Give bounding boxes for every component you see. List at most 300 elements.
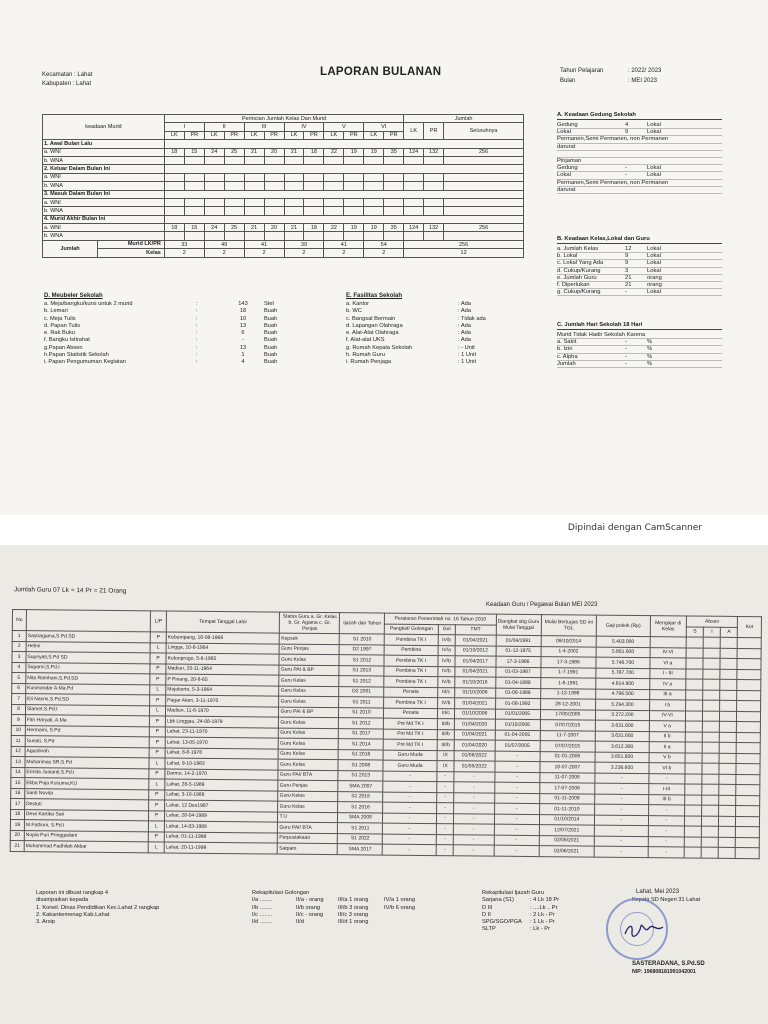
- guru-cell: III b: [648, 794, 684, 805]
- fasilitas-item-part: i. Rumah Penjaga: [346, 359, 392, 366]
- col-status: Status Guru a. Gr. Kelas b. Gr. Agama c. Gr. Penjas: [280, 612, 340, 634]
- meubeler-item-part: b. Lemari: [44, 308, 68, 315]
- guru-empty-cell: [685, 784, 702, 795]
- guru-cell: 01-12-1975: [496, 646, 541, 657]
- guru-cell: -: [383, 802, 437, 813]
- distribution-line: disampaikan kepada: [36, 897, 89, 904]
- kelas-guru-line-part: 3: [625, 267, 629, 274]
- guru-cell: P Pinang, 20-8-65: [166, 674, 280, 686]
- gedung-line-part: Gedung: [557, 165, 578, 172]
- guru-cell: Ermita Junianti,S.Pd.I: [25, 767, 149, 779]
- guru-empty-cell: [719, 753, 736, 764]
- guru-cell: Satpam: [278, 843, 338, 854]
- guru-cell: IX: [437, 750, 454, 761]
- guru-cell: 8: [11, 704, 25, 715]
- pr-total-header: PR: [424, 123, 444, 140]
- guru-cell: -: [595, 815, 649, 826]
- murid-count-cell: 22: [324, 224, 344, 232]
- guru-empty-cell: [701, 837, 718, 848]
- fasilitas-section: [346, 293, 536, 367]
- kelas-guru-line-part: f. Diperlukan: [557, 281, 590, 288]
- guru-cell: -: [494, 814, 539, 825]
- meubeler-item-part: 18: [239, 308, 247, 315]
- guru-cell: -: [436, 845, 453, 856]
- guru-empty-cell: [737, 658, 761, 669]
- fasilitas-item: [346, 330, 536, 337]
- ijazah-line: [482, 912, 602, 919]
- col-absen-a: A: [720, 627, 737, 638]
- guru-cell: IV/b: [438, 666, 455, 677]
- guru-cell: 01/04/1991: [496, 635, 541, 646]
- guru-cell: 12: [11, 746, 25, 757]
- guru-cell: -: [495, 751, 540, 762]
- kelas-guru-line-part: 9: [625, 260, 629, 267]
- guru-cell: 17-3-1986: [496, 656, 541, 667]
- gedung-section: [557, 112, 722, 194]
- golongan-line: [252, 905, 452, 912]
- guru-empty-cell: [737, 690, 761, 701]
- guru-empty-cell: [719, 763, 736, 774]
- ijazah-line: [482, 897, 602, 904]
- guru-cell: -: [453, 824, 494, 835]
- lk-header: LK: [164, 131, 184, 139]
- guru-cell: 01/10/2006: [455, 687, 496, 698]
- guru-empty-cell: [685, 721, 702, 732]
- guru-cell: IV a: [649, 679, 685, 690]
- ijazah-part: : 4 Lk 18 Pr: [530, 897, 560, 904]
- guru-cell: IV-VI: [649, 710, 685, 721]
- guru-cell: S1 2008: [338, 760, 383, 771]
- guru-cell: I - III: [650, 668, 686, 679]
- gedung-line-part: [739, 136, 768, 142]
- footer-distribution: [36, 890, 236, 926]
- guru-cell: -: [453, 803, 494, 814]
- guru-cell: S1 2013: [339, 665, 384, 676]
- guru-empty-cell: [720, 711, 737, 722]
- meubeler-item-part: :: [196, 359, 198, 366]
- guru-cell: P: [149, 789, 165, 800]
- guru-cell: 5.294.300: [596, 699, 650, 710]
- guru-empty-cell: [685, 752, 702, 763]
- guru-cell: 5.861.600: [596, 647, 650, 658]
- guru-cell: IX: [437, 761, 454, 772]
- hari-sekolah-line: [557, 346, 722, 353]
- guru-cell: Guru Kelas: [279, 728, 339, 739]
- guru-cell: 01/04/2021: [454, 729, 495, 740]
- gedung-line-part: [717, 144, 739, 150]
- guru-cell: -: [436, 803, 453, 814]
- guru-cell: Lahat, 23-11-1970: [165, 726, 279, 738]
- gedung-line: [557, 187, 722, 194]
- sign-name: SASTERADANA, S.Pd.SD: [632, 961, 705, 967]
- guru-cell: -: [594, 846, 648, 857]
- guru-cell: S1 2012: [339, 718, 384, 729]
- ijazah-part: D III: [482, 904, 493, 911]
- hari-sekolah-line-part: -: [625, 360, 627, 367]
- hari-sekolah-line: [557, 354, 722, 361]
- guru-cell: IV/b: [438, 656, 455, 667]
- meubeler-item-part: Buah: [264, 308, 278, 315]
- kelas-guru-line-part: Lokal: [647, 260, 661, 267]
- wni-label: a. WNI: [43, 198, 165, 206]
- guru-cell: Guru Kelas: [279, 675, 339, 686]
- guru-cell: P: [148, 810, 164, 821]
- guru-cell: 01-04-2005: [495, 730, 540, 741]
- guru-cell: 11-7-2007: [540, 730, 596, 741]
- wni-label: a. WNI: [43, 148, 165, 156]
- gedung-line-part: 4: [625, 122, 629, 128]
- meubeler-item-part: 13: [239, 322, 247, 329]
- jumlah-block: [43, 240, 165, 257]
- guru-empty-cell: [736, 816, 760, 827]
- guru-cell: Pembina TK I: [384, 676, 438, 687]
- guru-cell: L: [150, 642, 166, 653]
- hari-sekolah-line-part: Jumlah: [557, 360, 576, 367]
- guru-empty-cell: [736, 805, 760, 816]
- guru-cell: L: [150, 684, 166, 695]
- guru-cell: Lahat, 14-03-1988: [164, 821, 278, 833]
- murid-count-cell: 21: [244, 148, 264, 156]
- jumlah-kelas-cell: 12: [404, 249, 524, 257]
- fasilitas-item-part: a. Kantor: [346, 301, 370, 307]
- guru-empty-cell: [685, 773, 702, 784]
- jumlah-kelas-cell: 2: [244, 249, 284, 257]
- kelas-guru-line: [557, 268, 722, 275]
- meubeler-item-part: 1: [241, 352, 245, 359]
- class-header: IV: [284, 123, 324, 131]
- guru-cell: -: [494, 835, 539, 846]
- meubeler-item-part: :: [196, 308, 198, 315]
- guru-cell: Guru Kelas: [278, 801, 338, 812]
- gedung-line: [557, 172, 722, 179]
- kecamatan-label: Kecamatan : Lahat: [42, 72, 93, 78]
- guru-cell: Kepsek: [280, 633, 340, 644]
- guru-cell: -: [648, 773, 684, 784]
- kelas-guru-line: [557, 253, 722, 260]
- wna-label: b. WNA: [43, 156, 165, 164]
- guru-cell: Pnt Md TK I: [384, 718, 438, 729]
- guru-empty-cell: [703, 711, 720, 722]
- meubeler-item-part: Buah: [264, 359, 278, 366]
- seluruhnya-header: Seluruhnya: [444, 123, 524, 140]
- guru-cell: 6: [12, 683, 26, 694]
- guru-cell: 21: [10, 840, 24, 851]
- guru-cell: -: [494, 845, 539, 856]
- guru-empty-cell: [719, 795, 736, 806]
- guru-cell: Lahat, 13-05-1970: [165, 737, 279, 749]
- ijazah-line: [482, 905, 602, 912]
- fasilitas-item-part: : Ada: [458, 308, 471, 315]
- gedung-line-part: Pinjaman: [557, 157, 582, 164]
- guru-cell: 01-01-2006: [540, 751, 596, 762]
- guru-empty-cell: [718, 837, 735, 848]
- col-tmt: TMT: [455, 624, 496, 635]
- murid-count-cell: 21: [284, 148, 304, 156]
- gedung-line-part: Lokal: [557, 129, 571, 136]
- guru-cell: P: [150, 674, 166, 685]
- guru-cell: 02/06/2021: [539, 846, 595, 857]
- guru-cell: Pembina TK I: [384, 634, 438, 645]
- guru-empty-cell: [736, 774, 760, 785]
- gedung-line: [557, 122, 722, 129]
- golongan-part: [384, 919, 432, 926]
- murid-count-cell: 18: [304, 148, 324, 156]
- guru-empty-cell: [702, 816, 719, 827]
- guru-cell: 1-4-2002: [541, 646, 597, 657]
- meubeler-item: [44, 330, 334, 337]
- guru-cell: S1 2011: [339, 697, 384, 708]
- guru-cell: Dewi Kartika Sari: [24, 809, 148, 821]
- guru-cell: Destuti: [24, 799, 148, 811]
- guru-cell: Perpustakaan: [278, 833, 338, 844]
- lk-header: LK: [364, 131, 384, 139]
- guru-cell: V b: [649, 752, 685, 763]
- guru-cell: -: [436, 834, 453, 845]
- guru-empty-cell: [702, 732, 719, 743]
- guru-cell: II a: [649, 742, 685, 753]
- guru-empty-cell: [702, 805, 719, 816]
- jumlah-kelas-cell: 2: [324, 249, 364, 257]
- guru-cell: 12/07/2021: [539, 825, 595, 836]
- kelas-guru-line: [557, 282, 722, 289]
- distribution-line: 2. Kakankemenag Kab.Lahat: [36, 911, 110, 918]
- bulan-label: Bulan: [560, 78, 576, 84]
- guru-cell: -: [437, 782, 454, 793]
- guru-empty-cell: [738, 637, 762, 648]
- jumlah-kelas-cell: 2: [364, 249, 404, 257]
- meubeler-item-part: :: [196, 337, 198, 344]
- guru-cell: Madiun, 11-6-1970: [166, 705, 280, 717]
- meubeler-item-part: 143: [238, 301, 248, 307]
- jumlah-guru-line: Jumlah Guru 07 Lk = 14 Pr = 21 Orang: [13, 586, 127, 595]
- bulan-value: : MEI 2023: [628, 78, 658, 84]
- lk-header: LK: [284, 131, 304, 139]
- guru-empty-cell: [718, 847, 735, 858]
- guru-empty-cell: [703, 637, 720, 648]
- guru-cell: Lahat, 26-5-1989: [165, 779, 279, 791]
- murid-count-cell: 256: [444, 224, 524, 232]
- guru-cell: Guru PAI & BP: [279, 665, 339, 676]
- guru-empty-cell: [684, 836, 701, 847]
- guru-cell: P: [150, 653, 166, 664]
- guru-cell: IV/b: [438, 635, 455, 646]
- fasilitas-item-part: d. Lapangan Olahraga: [346, 322, 403, 329]
- guru-cell: -: [382, 844, 436, 855]
- hari-sekolah-line-part: -: [625, 339, 627, 346]
- meubeler-item-part: :: [196, 301, 198, 307]
- lk-header: LK: [244, 131, 264, 139]
- guru-cell: S1 2016: [338, 791, 383, 802]
- golongan-part: I/b ........: [252, 904, 273, 911]
- guru-empty-cell: [685, 794, 702, 805]
- guru-cell: L: [149, 705, 165, 716]
- col-ket: Ket: [738, 616, 762, 637]
- guru-cell: 01/06/2022: [454, 761, 495, 772]
- pr-header: PR: [264, 131, 284, 139]
- section-akhir: 4. Murid Akhir Bulan Ini: [43, 215, 165, 223]
- fasilitas-item-part: : 1 Unit: [458, 352, 477, 359]
- meubeler-item-part: i. Papan Pengumuman Kegiatan: [44, 359, 126, 366]
- ijazah-line: [482, 926, 602, 933]
- golongan-line: [252, 919, 452, 926]
- guru-cell: Pagar Alam, 3-11-1970: [166, 695, 280, 707]
- guru-cell: Slamet,S.Pd.I: [25, 704, 149, 716]
- murid-count-cell: 132: [424, 224, 444, 232]
- guru-empty-cell: [737, 669, 761, 680]
- murid-count-cell: 124: [404, 224, 424, 232]
- kelas-guru-line-part: 12: [625, 246, 632, 252]
- gedung-line-part: Permanen,Semi Permanen, non Permanen: [557, 136, 669, 143]
- guru-cell: Madiun, 20-11-1964: [166, 663, 280, 675]
- guru-cell: Guru Kelas: [279, 696, 339, 707]
- guru-cell: 01/07/2005: [495, 740, 540, 751]
- report-title: LAPORAN BULANAN: [320, 66, 442, 78]
- guru-cell: 4.814.900: [596, 678, 650, 689]
- kelas-guru-line-part: orang: [647, 281, 662, 288]
- kelas-guru-line-part: Lokal: [647, 253, 661, 260]
- pr-header: PR: [224, 131, 244, 139]
- fasilitas-item: [346, 359, 536, 366]
- guru-cell: Guru Kelas: [278, 791, 338, 802]
- lk-header: LK: [204, 131, 224, 139]
- gedung-line-part: -: [625, 172, 627, 179]
- col-absen: Absen: [686, 616, 737, 627]
- gedung-line: [557, 165, 722, 172]
- kelas-guru-line-part: 9: [625, 253, 629, 260]
- fasilitas-item: [346, 301, 536, 308]
- meubeler-item: [44, 308, 334, 315]
- guru-cell: -: [595, 804, 649, 815]
- meubeler-item-part: d. Papan Tulis: [44, 322, 81, 329]
- guru-cell: SMA 2007: [338, 781, 383, 792]
- guru-cell: D2 1997: [339, 644, 384, 655]
- gedung-line-part: [717, 151, 739, 157]
- guru-cell: -: [648, 826, 684, 837]
- meubeler-item-part: 4: [241, 359, 245, 366]
- ijazah-part: SPG/SGO/PGA: [482, 919, 522, 926]
- fasilitas-item-part: e. Alat-Alat Olahraga: [346, 330, 399, 337]
- guru-cell: Sastragama,S.Pd.SD: [26, 631, 150, 643]
- guru-empty-cell: [701, 826, 718, 837]
- guru-cell: Guru Kelas: [279, 749, 339, 760]
- ijazah-part: SLTP: [482, 926, 496, 933]
- guru-empty-cell: [685, 710, 702, 721]
- fasilitas-title: E. Fasilitas Sekolah: [346, 293, 403, 299]
- guru-cell: 01/04/2020: [454, 719, 495, 730]
- pr-header: PR: [304, 131, 324, 139]
- guru-empty-cell: [686, 689, 703, 700]
- guru-cell: -: [453, 813, 494, 824]
- guru-cell: -: [648, 836, 684, 847]
- guru-cell: Lahat, 01-11-1998: [164, 831, 278, 843]
- guru-cell: 02/06/2021: [539, 835, 595, 846]
- guru-cell: P: [149, 737, 165, 748]
- guru-cell: Penata: [384, 687, 438, 698]
- guru-cell: S1 2012: [339, 676, 384, 687]
- fasilitas-item-part: h. Rumah Guru: [346, 352, 385, 359]
- section-awal: 1. Awal Bulan Lalu: [43, 140, 165, 148]
- murid-count-cell: 20: [264, 224, 284, 232]
- golongan-part: I/d ........: [252, 919, 273, 926]
- meubeler-item-part: 10: [239, 315, 247, 322]
- guru-empty-cell: [702, 774, 719, 785]
- kelas-guru-line-part: 21: [625, 281, 632, 288]
- guru-cell: 4: [12, 662, 26, 673]
- jumlah-murid-cell: 41: [244, 240, 284, 248]
- guru-cell: Nita Ramhani,S.Pd.SD: [26, 673, 150, 685]
- guru-cell: 01-08-1992: [495, 698, 540, 709]
- golongan-part: III/b 3 orang: [338, 904, 369, 911]
- guru-empty-cell: [736, 826, 760, 837]
- guru-cell: 2: [12, 641, 26, 652]
- guru-cell: Lahat, 20-11-1999: [164, 842, 278, 854]
- signature-mark: [623, 920, 665, 940]
- meubeler-item-part: 6: [241, 330, 245, 337]
- hari-sekolah-section: [557, 322, 722, 368]
- guru-cell: T.U: [278, 812, 338, 823]
- guru-empty-cell: [686, 647, 703, 658]
- ijazah-part: : Lk - Pr: [530, 926, 550, 933]
- golongan-part: IV/a 1 orang: [384, 897, 415, 904]
- golongan-part: I/a ........: [252, 897, 273, 904]
- fasilitas-item-part: : Ada: [458, 301, 471, 307]
- guru-cell: Lahat, 8-8-1978: [165, 747, 279, 759]
- gedung-line-part: [739, 180, 768, 186]
- guru-cell: 11-07-2006: [539, 772, 595, 783]
- guru-cell: SMA 2008: [338, 812, 383, 823]
- guru-cell: Supriyati,S.Pd SD: [26, 652, 150, 664]
- guru-cell: Mojokerto, 5-3-1964: [166, 684, 280, 696]
- gedung-line: [557, 180, 722, 187]
- jumlah-kelas-cell: 2: [204, 249, 244, 257]
- keadaan-guru-title: Keadaan Guru / Pegawai Bulan MEI 2023: [486, 602, 598, 608]
- guru-cell: I b: [649, 700, 685, 711]
- guru-cell: 5.787.700: [596, 668, 650, 679]
- guru-empty-cell: [720, 637, 737, 648]
- fasilitas-item: [346, 308, 536, 315]
- gedung-line-part: [717, 187, 739, 193]
- kelas-guru-line: [557, 275, 722, 282]
- kelas-guru-line-part: Lokal: [647, 267, 661, 274]
- guru-cell: I-III: [648, 784, 684, 795]
- guru-empty-cell: [735, 847, 759, 858]
- wna-label: b. WNA: [43, 232, 165, 240]
- guru-cell: III/c: [437, 708, 454, 719]
- fasilitas-item-part: : - Unit: [458, 344, 475, 351]
- guru-cell: 18-07-2007: [539, 762, 595, 773]
- wni-label: a. WNI: [43, 224, 165, 232]
- guru-empty-cell: [702, 795, 719, 806]
- guru-cell: L: [148, 821, 164, 832]
- rekap-ijazah-title: Rekapitulasi Ijazah Guru: [482, 890, 544, 896]
- hari-sekolah-title: C. Jumlah Hari Sekolah 18 Hari: [557, 322, 722, 330]
- sign-place: Lahat, Mei 2023: [636, 889, 680, 895]
- guru-empty-cell: [719, 774, 736, 785]
- guru-empty-cell: [720, 700, 737, 711]
- guru-cell: IV/b: [437, 698, 454, 709]
- guru-cell: -: [494, 782, 539, 793]
- distribution-line: 3. Arsip: [36, 919, 55, 926]
- guru-cell: VI a: [650, 658, 686, 669]
- gedung-line: [557, 144, 722, 151]
- guru-cell: Guru Muda: [383, 750, 437, 761]
- guru-cell: P: [150, 663, 166, 674]
- guru-cell: 01-03-1987: [495, 667, 540, 678]
- guru-empty-cell: [719, 742, 736, 753]
- meubeler-item-part: f. Bangku Istirahat: [44, 337, 90, 344]
- murid-count-cell: 21: [244, 224, 264, 232]
- golongan-part: II/b orang: [296, 904, 321, 911]
